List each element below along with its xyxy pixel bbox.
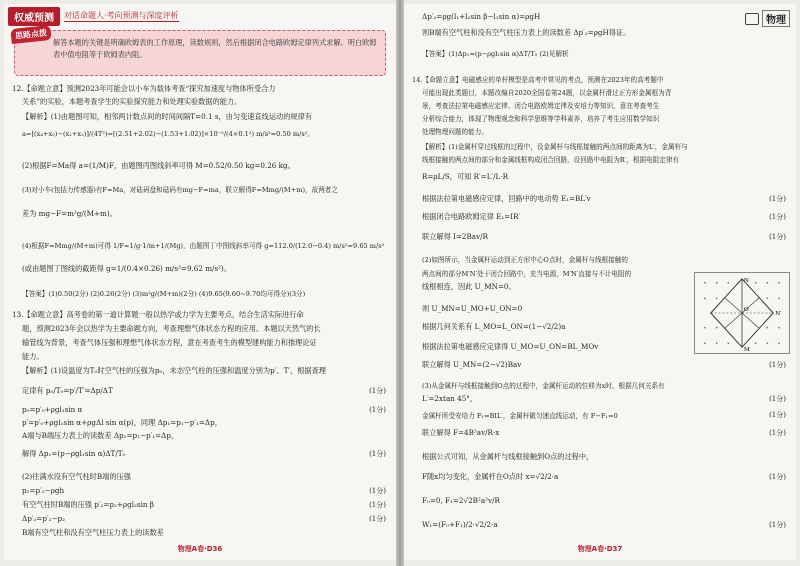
q12-answer: 【答案】(1)0.50(2分) (2)0.26(2分) (3)m²g/(M+m)(2分) (4)9.65(9.60~9.70均可得分)(3分) <box>22 290 306 298</box>
label-n-prime: N′ <box>775 310 782 317</box>
left-page <box>4 4 396 560</box>
score-mark: (1分) <box>769 473 786 481</box>
q12-line-3: a=[(x₄+x₅)−(x₁+x₂)]/(4T²)=[(2.51+2.02)−(1.53+1.02)]×10⁻²/(4×0.1²) m/s²=0.50 m/s²。 <box>22 130 315 138</box>
q14-line-24: F₀=0, F₁=2√2B²a²v/R <box>422 496 500 505</box>
subject-tag <box>745 10 790 27</box>
score-mark: (1分) <box>369 501 386 509</box>
q13-line-5: 定律有 p₀/T₀=p′/T′=Δp/ΔT <box>22 386 113 395</box>
q13-line-10: (2)往满水没有空气柱时B端的压强 <box>22 472 131 481</box>
brand-badge: 权威预测 <box>8 7 60 26</box>
brand-subtitle: 对话命题人·考向预测与深度评析 <box>64 11 179 20</box>
score-mark: (1分) <box>369 406 386 414</box>
q14-line-16: 根据法拉第电磁感应定律得 U_MO=U_ON=BL_MOv <box>422 342 599 351</box>
score-mark: (1分) <box>769 411 786 419</box>
top-answer: 【答案】(1)Δp₁=(p−ρgl₁sin α)ΔT/T₀ (2)见解析 <box>422 50 569 58</box>
q14-line-2: 景，考查法拉第电磁感应定律、闭合电路欧姆定律及安培力等知识，意在考查考生 <box>422 102 660 110</box>
q12-line-7: (4)根据F=Mmg/(M+m)可得 1/F=1/g·1/m+1/(Mg)，由题图丁中图线斜率可得 g=112.0/(12.0−0.4) m/s²=9.65 m/s² <box>22 242 385 250</box>
label-n: N <box>743 277 750 284</box>
subject-label: 物理 <box>762 10 790 27</box>
q14-line-20: 金属杆所受安培力 F₁=BIL′，金属杆做匀速直线运动，有 F−F₁=0 <box>422 412 618 420</box>
score-mark: (1分) <box>769 195 786 203</box>
q14-line-0: 14.【命题立意】电磁感应的单杆模型是高考中常见的考点，预测在2023年的高考题中 <box>412 76 664 84</box>
q13-line-4: 【解析】(1)设温度为T₀时空气柱的压强为p₀，末态空气柱的压强和温度分别为p′、T′，根据查理 <box>22 366 326 375</box>
q14-line-8: 根据法拉第电磁感应定律，回路中的电动势 E₁=BL′v <box>422 194 591 203</box>
q14-line-10: 联立解得 I=2Bav/R <box>422 232 488 241</box>
score-mark: (1分) <box>769 233 786 241</box>
q14-line-22: 根据公式可知，从金属杆与线框接触到O点的过程中， <box>422 452 594 461</box>
q14-line-13: 线框相连，因此 U_MN=0。 <box>422 282 516 291</box>
score-mark: (1分) <box>769 361 786 369</box>
q13-line-6: p₀=p′₀+ρgl₁sin α <box>22 405 83 414</box>
q13-line-14: B端有空气柱和没有空气柱压力表上的读数差 <box>22 528 164 537</box>
q13-line-7: p′=p′₀+ρgl₁sin α+ρgΔl sin α(p)，同理 Δp₁=p₁−p′₁=Δp， <box>22 418 222 427</box>
score-mark: (1分) <box>369 487 386 495</box>
q13-line-2: 输管线为背景，考查气体压强和理想气体状态方程，意在考查考生的模型建构能力和推理论证 <box>22 338 317 347</box>
q14-line-19: L′=2xtan 45°， <box>422 394 478 403</box>
q13-line-11: p₂=p′₂−ρgh <box>22 486 65 495</box>
tip-box <box>14 30 386 76</box>
top-line-1: 则B端有空气柱和没有空气柱压力表上的读数差 Δp′₂=ρgH得证。 <box>422 28 631 37</box>
q14-line-3: 分析综合能力，体现了物理观念和科学思维等学科素养，培养了考生应用数学知识 <box>422 115 660 123</box>
q14-line-25: W₁=(F₀+F₁)/2·√2/2·a <box>422 520 498 529</box>
q14-line-12: 两点间的部分M′N′处于闭合回路中，充当电源，M′N′直接与不计电阻的 <box>422 270 632 278</box>
q14-line-14: 则 U_MN=U_MO+U_ON=0 <box>422 304 523 313</box>
q14-line-21: 联立解得 F=4B²av/R·x <box>422 428 500 437</box>
page-footer: 物理A卷·D37 <box>577 545 623 553</box>
q14-line-6: 线框接触的两点间的部分和金属线框构成闭合回路，设回路中电阻为R′，根据电阻定律有 <box>422 156 680 164</box>
page-footer: 物理A卷·D36 <box>177 545 223 553</box>
q12-line-2: 【解析】(1)由题图可知，相邻两计数点间的时间间隔T=0.1 s，由匀变速直线运动的规律有 <box>22 112 312 121</box>
score-mark: (1分) <box>769 521 786 529</box>
score-mark: (1分) <box>769 429 786 437</box>
q13-line-12: 有空气柱时B端的压强 p′₂=p₂+ρgl₂sin β <box>22 500 154 509</box>
q12-line-8: (或由题图丁图线的截距得 g=1/(0.4×0.26) m/s²=9.62 m/s²)。 <box>22 264 232 273</box>
q14-line-7: R=ρL/S，可知 R′=L′/L·R <box>422 172 508 181</box>
q14-line-4: 处理物理问题的能力。 <box>422 128 488 136</box>
tip-tag: 思路点拨 <box>10 25 51 44</box>
score-mark: (1分) <box>769 213 786 221</box>
q13-line-9: 解得 Δp₁=(p−ρgl₁sin α)ΔT/T₀ <box>22 449 126 458</box>
q14-line-1: 可能出现此类题目，本题改编自2020全国卷第24题，以金属杆滑过正方形金属框为背 <box>422 89 672 97</box>
tip-text: 解答本题的关键是明确欧姆表的工作原理，读数规则，然后根据闭合电路欧姆定律列式求解。明白欧姆表中值电阻等于欧姆表内阻。 <box>53 38 377 59</box>
q14-line-5: 【解析】(1)金属杆穿过线框的过程中，设金属杆与线框接触的两点间的距离为L′，金属杆与 <box>422 143 688 151</box>
q14-line-18: (3)从金属杆与线框接触到O点的过程中，金属杆运动的位移为x时，根据几何关系有 <box>422 382 665 390</box>
q13-line-8: A端与B端压力表上的读数差 Δp₁=p₁−p′₁=Δp， <box>22 431 179 440</box>
q13-line-0: 13.【命题立意】高考卷的第一道计算题一般以热学或力学为主要考点，结合生活实际进行命 <box>12 310 304 319</box>
q14-line-17: 联立解得 U_MN=(2−√2)Bav <box>422 360 522 369</box>
book-gutter <box>396 0 404 566</box>
top-line-0: Δp′₂=ρg(l₁+l₂sin β−l₁sin α)=ρgH <box>422 12 541 21</box>
q13-line-1: 题，预测2023年会以热学为主要命题方向，考查理想气体状态方程的应用。本题以天然气的长 <box>22 324 321 333</box>
q14-line-23: F随x均匀变化，金属杆在O点时 x=√2/2·a <box>422 472 559 481</box>
q12-line-0: 12.【命题立意】预测2023年可能会以小车为载体考查“探究加速度与物体所受合力 <box>12 84 276 93</box>
score-mark: (1分) <box>369 515 386 523</box>
brand-header <box>8 8 179 24</box>
q12-line-6: 差为 mg−F=m²g/(M+m)。 <box>22 209 117 218</box>
q13-line-13: Δp′₂=p′₂−p₂ <box>22 514 65 523</box>
score-mark: (1分) <box>769 395 786 403</box>
q14-line-15: 根据几何关系有 L_MO=L_ON=(1−√2/2)a <box>422 322 566 331</box>
q12-line-1: 关系”的实验，本题考查学生的实验探究能力和处理实验数据的能力。 <box>22 97 242 106</box>
label-o: O <box>743 307 749 314</box>
label-m: M <box>743 347 750 353</box>
score-mark: (1分) <box>369 387 386 395</box>
book-icon <box>745 13 759 25</box>
right-page <box>404 4 796 560</box>
score-mark: (1分) <box>369 450 386 458</box>
q13-line-3: 能力。 <box>22 352 44 361</box>
q12-line-4: (2)根据F=Ma得 a=(1/M)F，由题图丙图线斜率可得 M=0.52/0.50 kg=0.26 kg。 <box>22 161 295 170</box>
q14-line-11: (2)如图所示，当金属杆运动到正方形中心O点时，金属杆与线框接触的 <box>422 256 628 264</box>
q14-line-9: 根据闭合电路欧姆定律 E₁=IR′ <box>422 212 521 221</box>
diagram-svg <box>695 273 789 353</box>
square-frame-diagram <box>694 272 790 354</box>
q12-line-5: (3)对小车(包括力传感器)有F=Ma，对砝码盘和砝码有mg−F=ma，联立解得F=Mmg/(M+m)，故两者之 <box>22 186 338 194</box>
